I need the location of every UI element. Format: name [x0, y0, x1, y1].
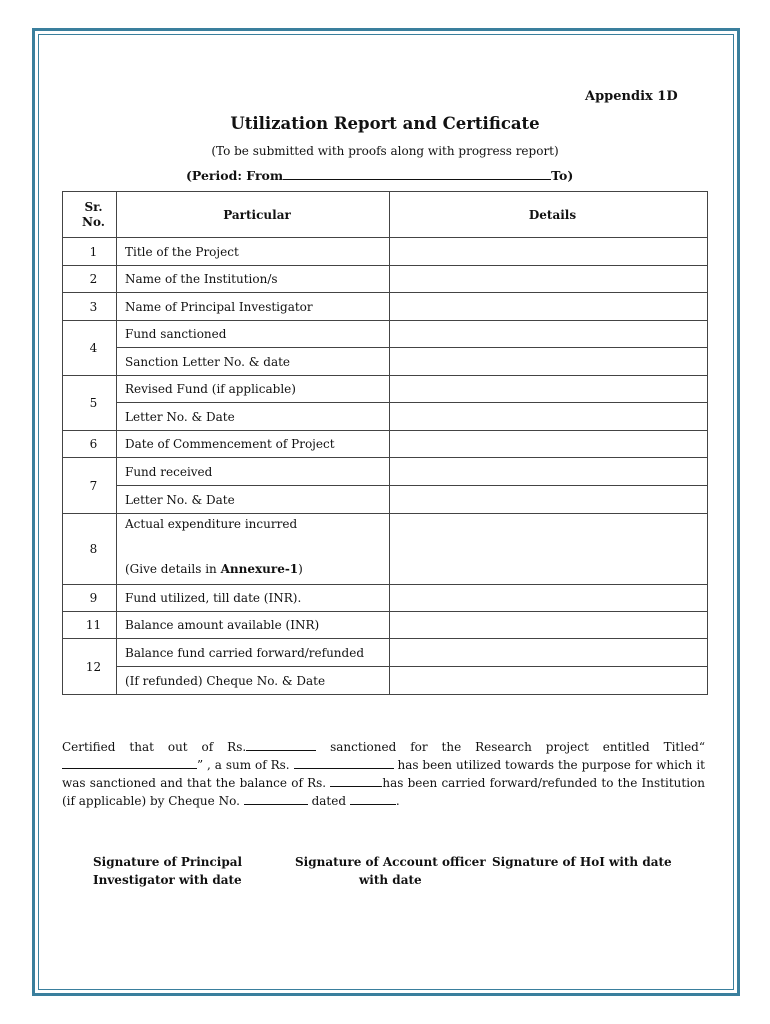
- row-details-cell[interactable]: [390, 266, 708, 293]
- row-sr: 1: [63, 238, 117, 266]
- row-details-cell[interactable]: [390, 639, 708, 667]
- table-row: [63, 403, 708, 431]
- row-particular: [117, 514, 390, 585]
- table-row: [63, 458, 708, 486]
- row-particular: (If refunded) Cheque No. & Date: [117, 667, 390, 695]
- row-sr: 9: [63, 585, 117, 612]
- row-sr: 5: [63, 376, 117, 431]
- row-details-cell[interactable]: [390, 321, 708, 348]
- certificate-paragraph: Certified that out of Rs. sanctioned for the Research project entitled Titled“ ” , a sum of Rs. has been utilized towards the purpose for which it was sanctioned and that the balance of Rs. has been carried forward/refunded to the Institution (if applicable) by Cheque No. dated .: [62, 740, 705, 808]
- table-row: [63, 639, 708, 667]
- row-particular-line: (Give details in Annexure-1): [125, 562, 303, 576]
- row-details-cell[interactable]: [390, 348, 708, 376]
- row-particular: Name of Principal Investigator: [117, 293, 390, 321]
- row-details-cell[interactable]: [390, 667, 708, 695]
- signature-head-of-institution: Signature of HoI with date: [492, 855, 672, 869]
- table-row: [63, 514, 708, 585]
- row-sr: 3: [63, 293, 117, 321]
- table-row: [63, 667, 708, 695]
- row-particular: Revised Fund (if applicable): [117, 376, 390, 403]
- row-details-cell[interactable]: [390, 585, 708, 612]
- row-particular: Balance amount available (INR): [117, 612, 390, 639]
- row-particular-line: Actual expenditure incurred: [125, 517, 298, 531]
- row-details-cell[interactable]: [390, 238, 708, 266]
- period-prefix: (Period: From: [186, 168, 284, 183]
- project-title-blank[interactable]: [62, 758, 197, 769]
- table-row: [63, 612, 708, 639]
- period-suffix: To): [551, 168, 574, 183]
- row-details-cell[interactable]: [390, 293, 708, 321]
- row-details-cell[interactable]: [390, 376, 708, 403]
- row-sr: 12: [63, 639, 117, 695]
- header-sr-no: Sr. No.: [63, 192, 117, 238]
- document-subtitle: (To be submitted with proofs along with progress report): [211, 144, 559, 158]
- row-sr: 4: [63, 321, 117, 376]
- row-particular: Fund received: [117, 458, 390, 486]
- table-row: [63, 376, 708, 403]
- period-blank[interactable]: [283, 168, 551, 180]
- period-line: [186, 168, 573, 183]
- table-row: [63, 321, 708, 348]
- row-details-cell[interactable]: [390, 458, 708, 486]
- row-sr: 7: [63, 458, 117, 514]
- header-particular: Particular: [117, 192, 390, 238]
- row-particular: Fund sanctioned: [117, 321, 390, 348]
- row-particular: Name of the Institution/s: [117, 266, 390, 293]
- table-row: [63, 348, 708, 376]
- row-details-cell[interactable]: [390, 431, 708, 458]
- cheque-date-blank[interactable]: [350, 794, 396, 805]
- signature-principal-investigator: Signature of Principal Investigator with date: [93, 855, 243, 887]
- signature-account-officer: Signature of Account officer with date: [295, 855, 486, 887]
- table-row: [63, 486, 708, 514]
- row-particular: Letter No. & Date: [117, 486, 390, 514]
- amount-utilized-blank[interactable]: [294, 758, 394, 769]
- certificate-text: [62, 738, 705, 810]
- table-row: [63, 585, 708, 612]
- table-row: [63, 431, 708, 458]
- row-sr: 2: [63, 266, 117, 293]
- row-details-cell[interactable]: [390, 612, 708, 639]
- appendix-label: Appendix 1D: [585, 89, 678, 104]
- cheque-no-blank[interactable]: [244, 794, 308, 805]
- row-particular: Title of the Project: [117, 238, 390, 266]
- document-title: Utilization Report and Certificate: [230, 114, 540, 133]
- utilization-table: [62, 191, 708, 695]
- table-row: [63, 266, 708, 293]
- row-sr: 11: [63, 612, 117, 639]
- header-details: Details: [390, 192, 708, 238]
- balance-amount-blank[interactable]: [330, 776, 382, 787]
- row-sr: 8: [63, 514, 117, 585]
- table-row: [63, 238, 708, 266]
- row-particular: Balance fund carried forward/refunded: [117, 639, 390, 667]
- row-particular: Sanction Letter No. & date: [117, 348, 390, 376]
- row-particular: Letter No. & Date: [117, 403, 390, 431]
- row-details-cell[interactable]: [390, 486, 708, 514]
- row-details-cell[interactable]: [390, 403, 708, 431]
- row-sr: 6: [63, 431, 117, 458]
- table-row: [63, 293, 708, 321]
- row-particular: Fund utilized, till date (INR).: [117, 585, 390, 612]
- amount-sanctioned-blank[interactable]: [246, 740, 316, 751]
- row-particular: Date of Commencement of Project: [117, 431, 390, 458]
- row-details-cell[interactable]: [390, 514, 708, 585]
- table-header-row: [63, 192, 708, 238]
